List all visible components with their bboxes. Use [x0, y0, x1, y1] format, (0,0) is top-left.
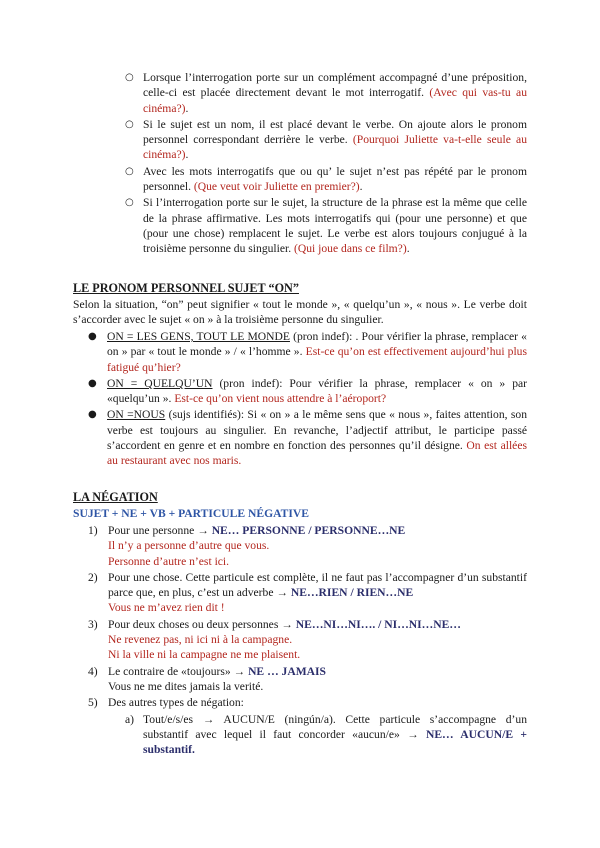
- interrogation-list: [125, 70, 527, 258]
- negation-subitem-a: a) Tout/e/s/es → AUCUN/E (ningún/a). Cette particule s’accompagne d’un substantif avec lequel il faut concorder «aucun/e» → NE… AUCUN/E + substantif.: [125, 712, 527, 757]
- interrogation-item-1: ○ Lorsque l’interrogation porte sur un complément accompagné d’une préposition, celle-ci est placée directement devant le mot interrogatif. (Avec qui vas-tu au cinéma?).: [125, 71, 527, 115]
- example-text: Vous ne me dites jamais la verité.: [108, 679, 264, 693]
- on-list: [88, 329, 527, 470]
- negation-item-3: 3) Pour deux choses ou deux personnes → NE…NI…NI…. / NI…NI…NE… Ne revenez pas, ni ici ni à la campagne. Ni la ville ni la campagne ne me plaisent.: [88, 617, 527, 663]
- example-text: Ne revenez pas, ni ici ni à la campagne.: [108, 633, 293, 647]
- on-item-1: ● ON = LES GENS, TOUT LE MONDE (pron indef): . Pour vérifier la phrase, remplacer « on » par « tout le monde » / « l’homme ». Est-ce qu’on est effectivement aujourd’hui plus fatigué qu’hier?: [88, 330, 527, 374]
- example-text: Est-ce qu’on vient nous attendre à l’aéroport?: [174, 392, 387, 406]
- example-text: (Pourquoi Juliette va-t-elle seule au cinéma?): [143, 133, 527, 162]
- circle-bullet-icon: ○: [125, 165, 134, 177]
- negation-item-1: 1) Pour une personne → NE… PERSONNE / PERSONNE…NE Il n’y a personne d’autre que vous. Personne d’autre n’est ici.: [88, 523, 527, 569]
- on-intro: Selon la situation, “on” peut signifier « tout le monde », « quelqu’un », « nous ». Le verbe doit s’accorder avec le sujet « on » à la troisième personne du singulier.: [73, 298, 527, 327]
- bullet-dot-icon: ●: [88, 331, 97, 342]
- section-heading-on: LE PRONOM PERSONNEL SUJET “ON”: [73, 281, 299, 295]
- circle-bullet-icon: ○: [125, 118, 134, 130]
- on-item-3: ● ON =NOUS (sujs identifiés): Si « on » a le même sens que « nous », faites attention, son verbe est toujours au singulier. En revanche, l’adjectif attribut, le participe passé s’accordent en genre et en nombre en fonction des personnes qu’il désigne. On est allées au restaurant avec nos maris.: [88, 408, 527, 468]
- example-text: On est allées au restaurant avec nos maris.: [107, 439, 527, 468]
- example-text: Est-ce qu’on est effectivement aujourd’hui plus fatigué qu’hier?: [107, 345, 527, 374]
- example-text: (Qui joue dans ce film?): [294, 242, 407, 256]
- term: ON = LES GENS, TOUT LE MONDE: [107, 330, 290, 343]
- interrogation-item-4: ○ Si l’interrogation porte sur le sujet, la structure de la phrase est la même que celle de la phrase affirmative. Les mots interrogatifs qui (pour une personne) et que (pour une chose) remplacent le sujet. Le verbe est alors toujours conjugué à la troisième personne du singulier. (Qui joue dans ce film?).: [125, 196, 527, 256]
- formula: NE…NI…NI…. / NI…NI…NE…: [295, 617, 461, 631]
- bullet-dot-icon: ●: [88, 409, 97, 421]
- term: ON = QUELQU’UN: [107, 376, 213, 390]
- section-heading-negation: LA NÉGATION: [73, 490, 158, 504]
- interrogation-item-3: ○ Avec les mots interrogatifs que ou qu’ le sujet n’est pas répété par le pronom personnel. (Que veut voir Juliette en premier?).: [125, 164, 527, 194]
- formula: NE … JAMAIS: [248, 664, 327, 678]
- circle-bullet-icon: ○: [125, 197, 134, 209]
- example-text: (Avec qui vas-tu au cinéma?): [143, 86, 527, 115]
- on-item-2: ● ON = QUELQU’UN (pron indef): Pour vérifier la phrase, remplacer « on » par «quelqu’un ». Est-ce qu’on vient nous attendre à l’aéroport?: [88, 376, 527, 406]
- negation-item-4: 4) Le contraire de «toujours» → NE … JAMAIS Vous ne me dites jamais la verité.: [88, 664, 527, 695]
- example-text: Vous ne m’avez rien dit !: [108, 601, 225, 615]
- negation-item-2: 2) Pour une chose. Cette particule est complète, il ne faut pas l’accompagner d’un substantif parce que, en plus, c’est un adverbe → NE…RIEN / RIEN…NE Vous ne m’avez rien dit !: [88, 570, 527, 615]
- negation-list: [88, 523, 527, 758]
- example-text: Personne d’autre n’est ici.: [108, 554, 230, 568]
- formula: NE… PERSONNE / PERSONNE…NE: [211, 524, 406, 537]
- example-text: Il n’y a personne d’autre que vous.: [108, 539, 270, 553]
- formula: NE…RIEN / RIEN…NE: [290, 586, 414, 600]
- negation-item-5: 5) Des autres types de négation: a) Tout/e/s/es → AUCUN/E (ningún/a). Cette particule s’accompagne d’un substantif avec lequel il faut concorder «aucun/e» → NE… AUCUN/E + substantif.: [88, 696, 527, 757]
- bullet-dot-icon: ●: [88, 377, 97, 389]
- formula: NE… AUCUN/E + substantif.: [143, 727, 527, 757]
- circle-bullet-icon: ○: [125, 72, 134, 83]
- example-text: (Que veut voir Juliette en premier?): [193, 180, 360, 194]
- interrogation-item-2: ○ Si le sujet est un nom, il est placé devant le verbe. On ajoute alors le pronom personnel correspondant derrière le verbe. (Pourquoi Juliette va-t-elle seule au cinéma?).: [125, 117, 527, 162]
- negation-formula-heading: SUJET + NE + VB + PARTICULE NÉGATIVE: [73, 507, 309, 520]
- term: ON =NOUS: [107, 408, 166, 422]
- example-text: Ni la ville ni la campagne ne me plaisent.: [108, 648, 301, 662]
